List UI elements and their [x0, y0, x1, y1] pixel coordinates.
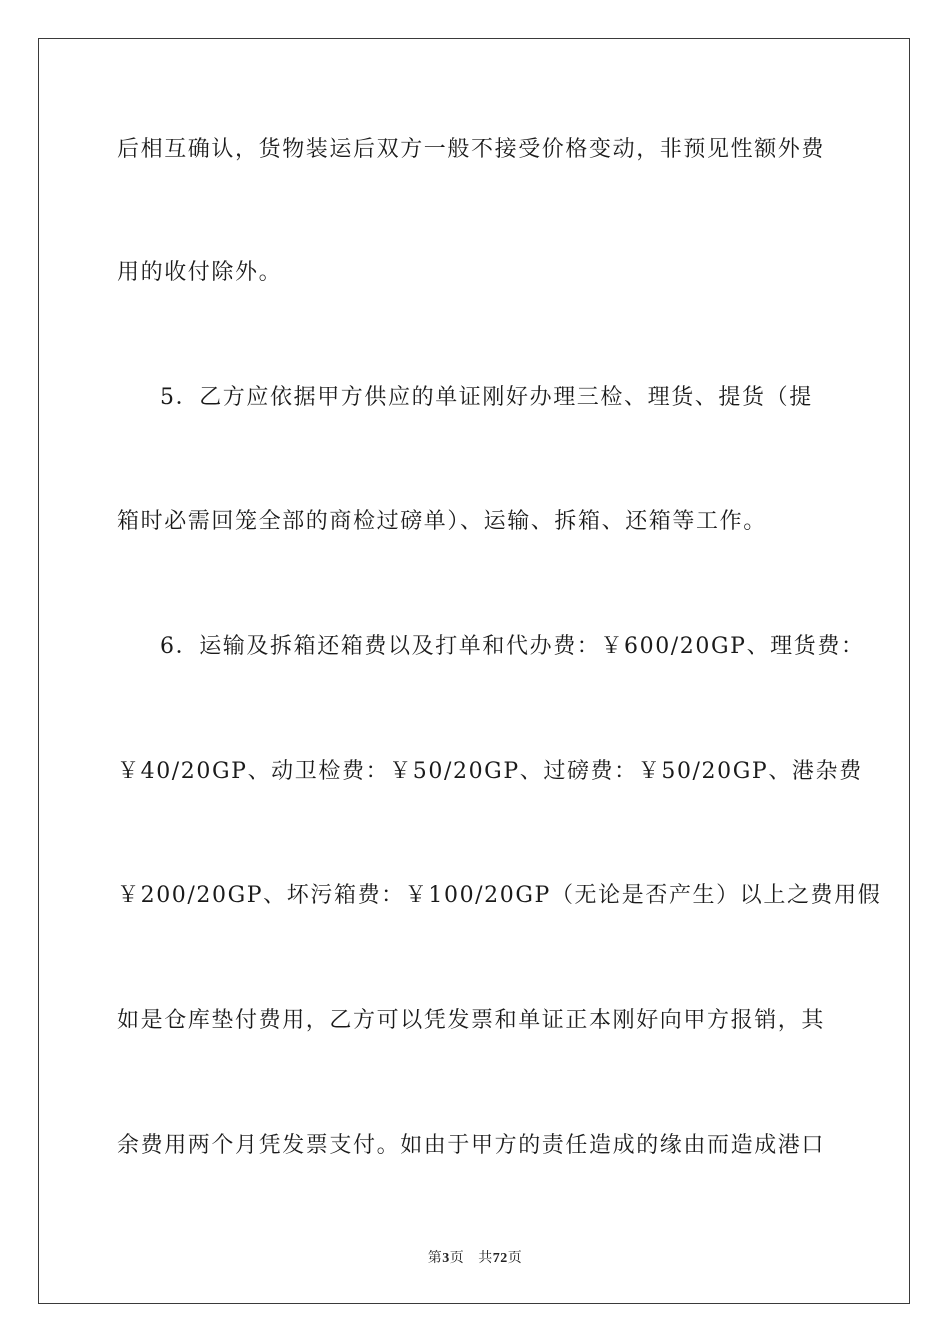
total-prefix: 共: [478, 1250, 493, 1266]
clause-6-text: 6．运输及拆箱还箱费以及打单和代办费：￥600/20GP、理货费：: [160, 634, 865, 659]
body-text-line: 如是仓库垫付费用，乙方可以凭发票和单证正本刚好向甲方报销，其: [117, 1008, 826, 1033]
body-text-line: ￥40/20GP、动卫检费：￥50/20GP、过磅费：￥50/20GP、港杂费: [117, 759, 863, 784]
body-text-line: ￥200/20GP、坏污箱费：￥100/20GP（无论是否产生）以上之费用假: [117, 883, 882, 908]
page-footer: [0, 1247, 950, 1267]
body-text-line: 箱时必需回笼全部的商检过磅单）、运输、拆箱、还箱等工作。: [117, 509, 767, 534]
total-suffix: 页: [507, 1250, 523, 1266]
page-prefix: 第: [427, 1250, 443, 1266]
clause-5-text: 5．乙方应依据甲方供应的单证刚好办理三检、理货、提货（提: [160, 385, 813, 410]
body-text-line: 后相互确认，货物装运后双方一般不接受价格变动，非预见性额外费: [117, 137, 826, 162]
page-border: [38, 38, 910, 1304]
body-text-line: 余费用两个月凭发票支付。如由于甲方的责任造成的缘由而造成港口: [117, 1133, 826, 1158]
total-page-number: 72: [492, 1251, 508, 1266]
current-page-number: 3: [442, 1251, 450, 1266]
body-text-line: 用的收付除外。: [117, 260, 283, 285]
page-suffix: 页: [449, 1250, 465, 1266]
